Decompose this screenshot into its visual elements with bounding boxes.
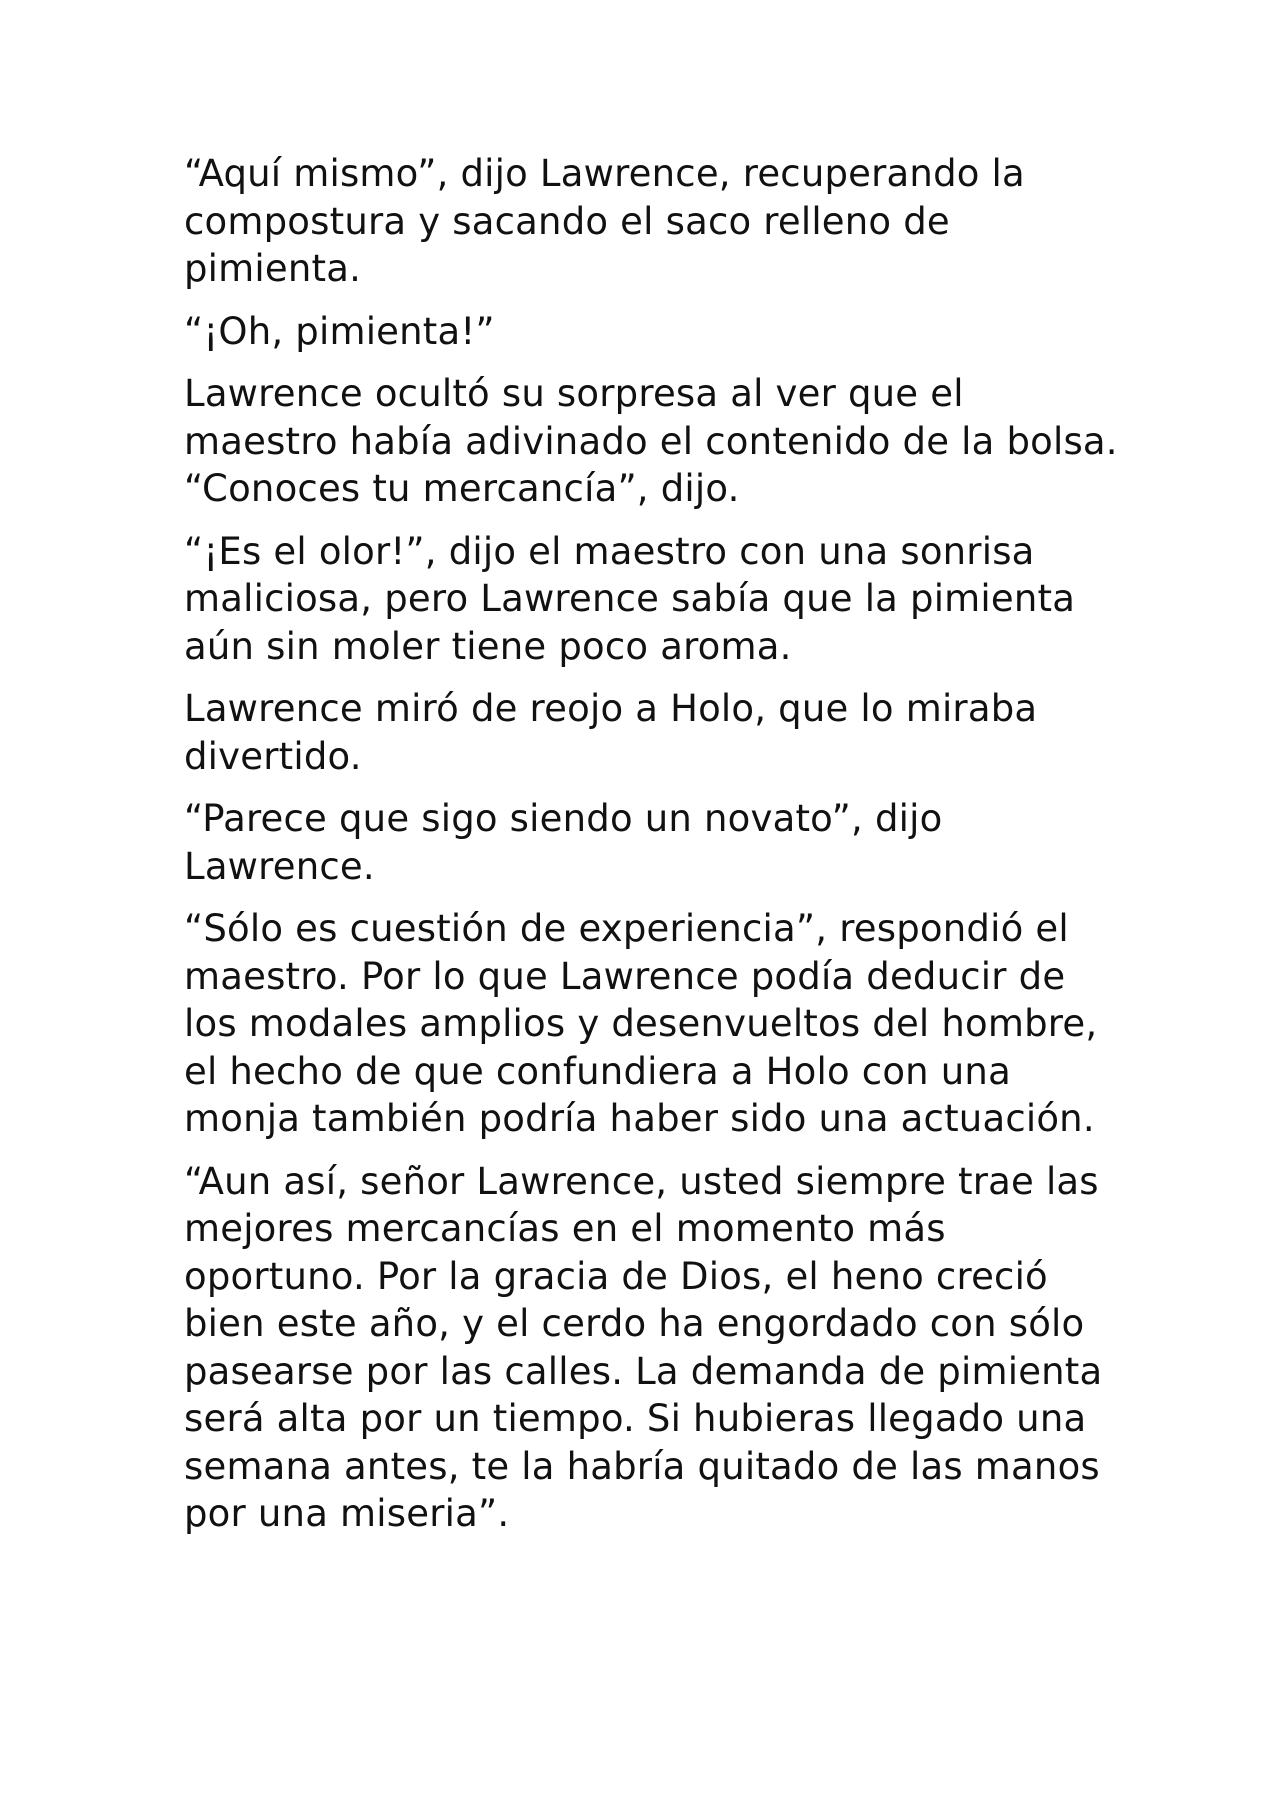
paragraph: “Aun así, señor Lawrence, usted siempre trae las mejores mercancías en el momento más oportuno. Por la gracia de Dios, el heno creció bien este año, y el cerdo ha engordado con sólo pasearse por las calles. La demanda de pimienta será alta por un tiempo. Si hubieras llegado una semana antes, te la habría quitado de las manos por una miseria”. (184, 1159, 1103, 1535)
body-text (184, 150, 1124, 1553)
paragraph: Lawrence ocultó su sorpresa al ver que el maestro había adivinado el contenido de la bolsa. “Conoces tu mercancía”, dijo. (184, 372, 1118, 510)
paragraph: “Sólo es cuestión de experiencia”, respondió el maestro. Por lo que Lawrence podía deducir de los modales amplios y desenvueltos del hombre, el hecho de que confundiera a Holo con una monja también podría haber sido una actuación. (184, 907, 1098, 1140)
paragraph: “Aquí mismo”, dijo Lawrence, recuperando la compostura y sacando el saco relleno de pimienta. (184, 152, 1025, 290)
paragraph: “¡Oh, pimienta!” (184, 309, 495, 353)
paragraph: “Parece que sigo siendo un novato”, dijo Lawrence. (184, 797, 943, 888)
paragraph: Lawrence miró de reojo a Holo, que lo miraba divertido. (184, 687, 1038, 778)
paragraph: “¡Es el olor!”, dijo el maestro con una sonrisa maliciosa, pero Lawrence sabía que la pimienta aún sin moler tiene poco aroma. (184, 529, 1076, 668)
